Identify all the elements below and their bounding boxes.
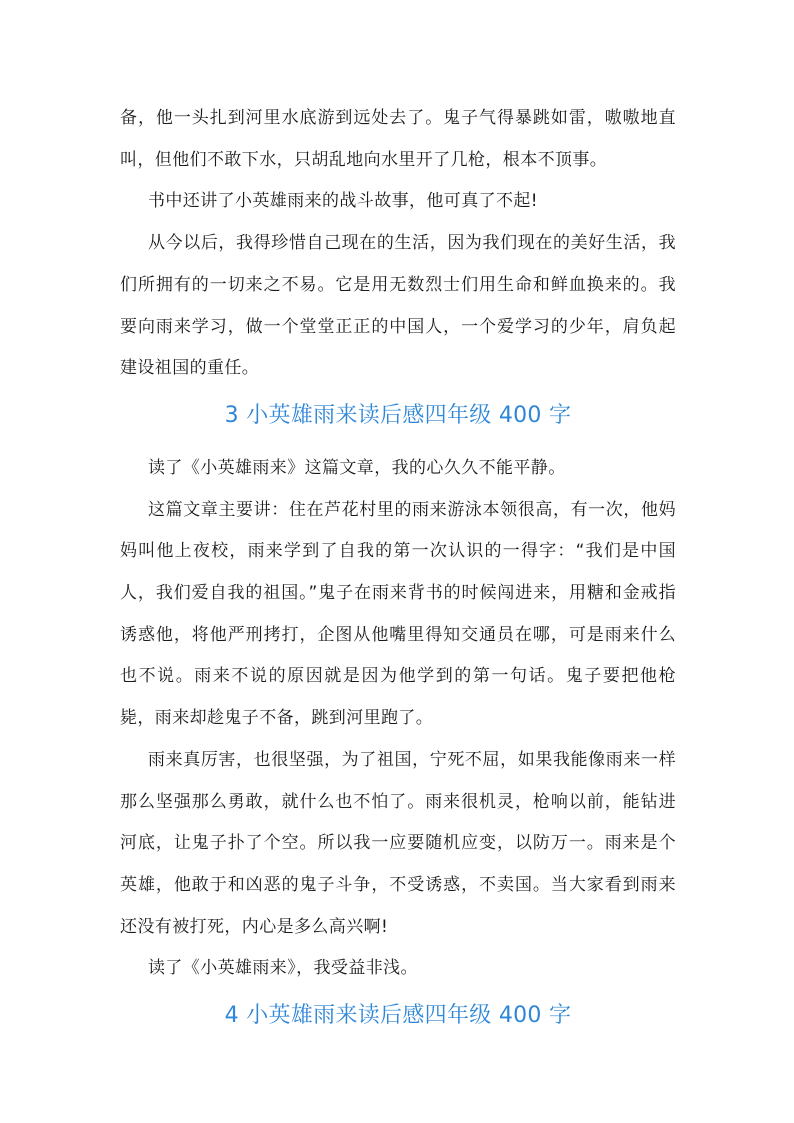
paragraph: 读了《小英雄雨来》，我受益非浅。 — [148, 958, 418, 979]
section-heading-4: 4 小英雄雨来读后感四年级 400 字 — [224, 1003, 572, 1029]
paragraph: 从今以后，我得珍惜自己现在的生活，因为我们现在的美好生活，我们所拥有的一切来之不易。它是用无数烈士们用生命和鲜血换来的。我要向雨来学习，做一个堂堂正正的中国人，一个爱学习的少年，肩负起建设祖国的重任。 — [120, 233, 676, 379]
paragraph: 读了《小英雄雨来》这篇文章，我的心久久不能平静。 — [148, 457, 566, 478]
paragraph: 雨来真厉害，也很坚强，为了祖国，宁死不屈，如果我能像雨来一样那么坚强那么勇敢，就什么也不怕了。雨来很机灵，枪响以前，能钻进河底，让鬼子扑了个空。所以我一应要随机应变，以防万一。雨来是个英雄，他敢于和凶恶的鬼子斗争，不受诱惑，不卖国。当大家看到雨来还没有被打死，内心是多么高兴啊! — [120, 749, 676, 937]
paragraph: 这篇文章主要讲：住在芦花村里的雨来游泳本领很高，有一次，他妈妈叫他上夜校，雨来学到了自我的第一次认识的一得字：“我们是中国人，我们爱自我的祖国。”鬼子在雨来背书的时候闯进来，用糖和金戒指诱惑他，将他严刑拷打，企图从他嘴里得知交通员在哪，可是雨来什么也不说。雨来不说的原因就是因为他学到的第一句话。鬼子要把他枪毙，雨来却趁鬼子不备，跳到河里跑了。 — [120, 499, 676, 729]
section-heading-3: 3 小英雄雨来读后感四年级 400 字 — [224, 402, 572, 428]
paragraph: 书中还讲了小英雄雨来的战斗故事，他可真了不起! — [148, 191, 539, 212]
paragraph-continued: 备，他一头扎到河里水底游到远处去了。鬼子气得暴跳如雷，嗷嗷地直叫，但他们不敢下水，只胡乱地向水里开了几枪，根本不顶事。 — [120, 108, 676, 170]
document-page — [120, 98, 676, 1048]
